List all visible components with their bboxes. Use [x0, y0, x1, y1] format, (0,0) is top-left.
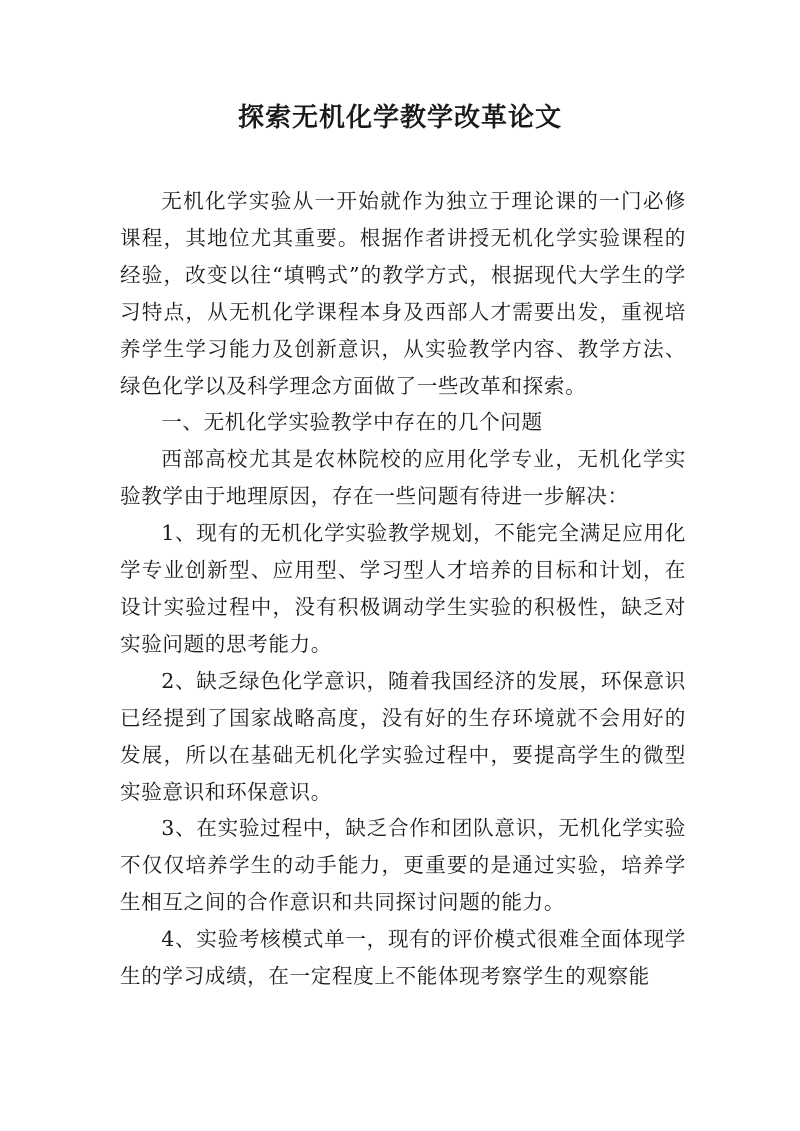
- paragraph-point-3: 3、在实验过程中，缺乏合作和团队意识，无机化学实验不仅仅培养学生的动手能力，更重要的是通过实验，培养学生相互之间的合作意识和共同探讨问题的能力。: [120, 816, 686, 915]
- section-heading-problems: 一、无机化学实验教学中存在的几个问题: [161, 410, 543, 435]
- paragraph-intro: 无机化学实验从一开始就作为独立于理论课的一门必修课程，其地位尤其重要。根据作者讲授无机化学实验课程的经验，改变以往“填鸭式”的教学方式，根据现代大学生的学习特点，从无机化学课程本身及西部人才需要出发，重视培养学生学习能力及创新意识，从实验教学内容、教学方法、绿色化学以及科学理念方面做了一些改革和探索。: [120, 189, 686, 398]
- paragraph-point-4: 4、实验考核模式单一，现有的评价模式很难全面体现学生的学习成绩，在一定程度上不能体现考察学生的观察能: [120, 927, 686, 989]
- document-body: [120, 183, 686, 995]
- document-title: 探索无机化学教学改革论文: [237, 103, 562, 133]
- paragraph-context: 西部高校尤其是农林院校的应用化学专业，无机化学实验教学由于地理原因，存在一些问题有待进一步解决：: [120, 447, 686, 509]
- paragraph-point-1: 1、现有的无机化学实验教学规划，不能完全满足应用化学专业创新型、应用型、学习型人才培养的目标和计划，在设计实验过程中，没有积极调动学生实验的积极性，缺乏对实验问题的思考能力。: [120, 521, 686, 656]
- paragraph-point-2: 2、缺乏绿色化学意识，随着我国经济的发展，环保意识已经提到了国家战略高度，没有好的生存环境就不会用好的发展，所以在基础无机化学实验过程中，要提高学生的微型实验意识和环保意识。: [120, 668, 686, 804]
